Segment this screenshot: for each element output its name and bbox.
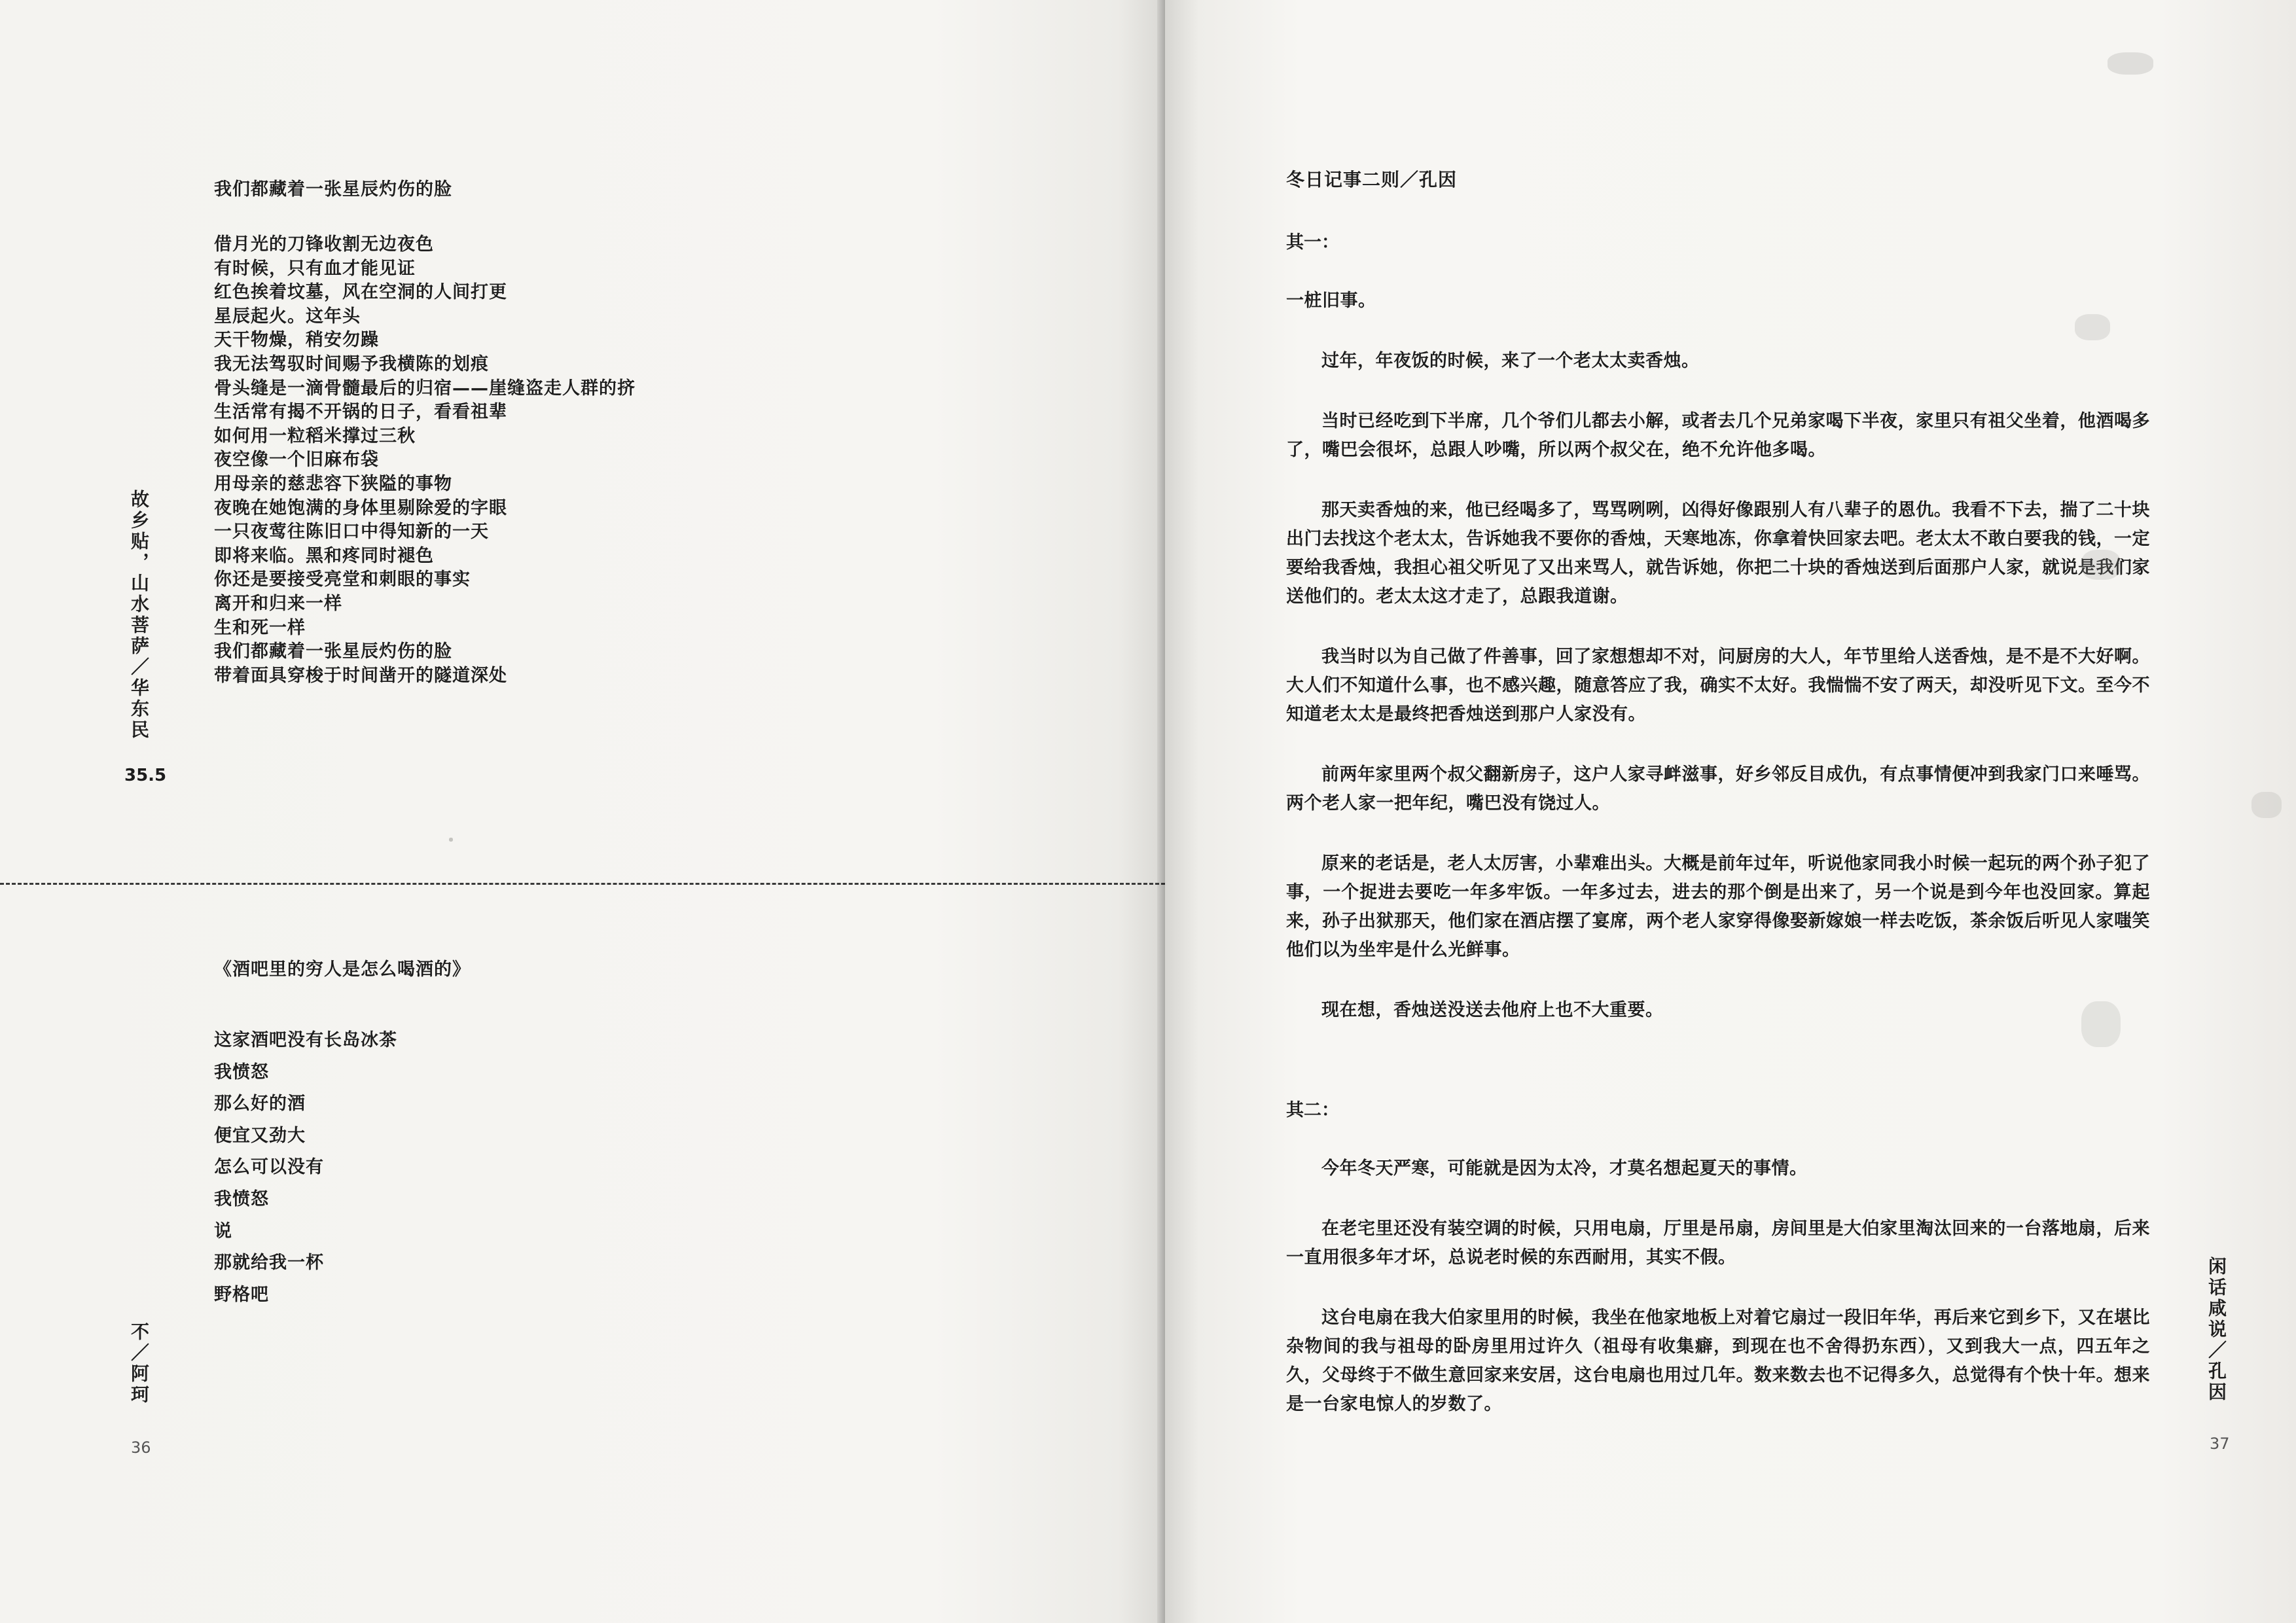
poem-1 bbox=[214, 175, 711, 688]
poem-2-title: 《酒吧里的穷人是怎么喝酒的》 bbox=[214, 959, 471, 980]
poem-line: 用母亲的慈悲容下狭隘的事物 bbox=[214, 473, 452, 494]
poem-2 bbox=[214, 957, 711, 1311]
page-number-left: 36 bbox=[131, 1438, 151, 1457]
essay-paragraph: 现在想，香烛送没送去他府上也不大重要。 bbox=[1321, 1000, 1664, 1020]
poem-line: 借月光的刀锋收割无边夜色 bbox=[214, 234, 434, 255]
essay-title: 冬日记事二则／孔因 bbox=[1286, 169, 1458, 190]
poem-line: 我无法驾驭时间赐予我横陈的划痕 bbox=[214, 353, 489, 374]
poem-line: 带着面具穿梭于时间凿开的隧道深处 bbox=[214, 665, 507, 686]
poem-line: 我们都藏着一张星辰灼伤的脸 bbox=[214, 641, 452, 662]
paper-speck bbox=[2081, 1001, 2121, 1047]
poem-line: 生和死一样 bbox=[214, 617, 306, 638]
poem-line: 即将来临。黑和疼同时褪色 bbox=[214, 545, 434, 566]
right-author-vertical: 闲话咸说／孔因 bbox=[2206, 1257, 2227, 1403]
poem-1-title: 我们都藏着一张星辰灼伤的脸 bbox=[214, 179, 452, 200]
poem-line: 那就给我一杯 bbox=[214, 1253, 324, 1274]
part-gap bbox=[1286, 1025, 2150, 1064]
essay-paragraph: 这台电扇在我大伯家里用的时候，我坐在他家地板上对着它扇过一段旧年华，再后来它到乡下，又在堪比杂物间的我与祖母的卧房里用过许久（祖母有收集癖，到现在也不舍得扔东西），又到我大一点，四五年之久，父母终于不做生意回家来安居，这台电扇也用过几年。数来数去也不记得多久，总觉得有个快十年。想来是一台家电惊人的岁数了。 bbox=[1286, 1308, 2150, 1414]
poem-line: 那么好的酒 bbox=[214, 1094, 306, 1115]
poem-line: 天干物燥，稍安勿躁 bbox=[214, 330, 379, 351]
essay-paragraph: 原来的老话是，老人太厉害，小辈难出头。大概是前年过年，听说他家同我小时候一起玩的两个孙子犯了事，一个捉进去要吃一年多牢饭。一年多过去，进去的那个倒是出来了，另一个说是到今年也没回家。算起来，孙子出狱那天，他们家在酒店摆了宴席，两个老人家穿得像娶新嫁娘一样去吃饭，茶余饭后听见人家嗤笑他们以为坐牢是什么光鲜事。 bbox=[1286, 853, 2150, 960]
poem-line: 怎么可以没有 bbox=[214, 1157, 324, 1178]
poem-1-number: 35.5 bbox=[124, 766, 167, 785]
poem-line: 野格吧 bbox=[214, 1284, 269, 1305]
poem-line: 便宜又劲大 bbox=[214, 1125, 306, 1146]
poem-line: 你还是要接受亮堂和刺眼的事实 bbox=[214, 569, 471, 590]
poem-line: 生活常有揭不开锅的日子，看看祖辈 bbox=[214, 402, 507, 423]
poem-1-author-vertical: 故乡贴，山水菩萨／华东民 bbox=[128, 490, 150, 741]
poem-2-author-vertical: 不／阿珂 bbox=[128, 1322, 150, 1406]
paper-speck bbox=[2075, 314, 2110, 340]
poem-line: 我愤怒 bbox=[214, 1061, 269, 1082]
poem-line: 星辰起火。这年头 bbox=[214, 306, 361, 327]
essay-paragraph: 在老宅里还没有装空调的时候，只用电扇，厅里是吊扇，房间里是大伯家里淘汰回来的一台落地扇，后来一直用很多年才坏，总说老时候的东西耐用，其实不假。 bbox=[1286, 1219, 2150, 1268]
poem-line: 骨头缝是一滴骨髓最后的归宿——崖缝盗走人群的挤 bbox=[214, 378, 636, 399]
essay-paragraph: 前两年家里两个叔父翻新房子，这户人家寻衅滋事，好乡邻反目成仇，有点事情便冲到我家门口来唾骂。两个老人家一把年纪，嘴巴没有饶过人。 bbox=[1286, 764, 2150, 813]
poem-line: 一只夜莺往陈旧口中得知新的一天 bbox=[214, 522, 489, 543]
part-1-heading: 其一： bbox=[1286, 232, 1339, 253]
part-2-heading: 其二： bbox=[1286, 1100, 1339, 1120]
poem-line: 红色挨着坟墓，风在空洞的人间打更 bbox=[214, 282, 507, 303]
poem-line: 有时候，只有血才能见证 bbox=[214, 258, 416, 279]
essay-paragraph: 那天卖香烛的来，他已经喝多了，骂骂咧咧，凶得好像跟别人有八辈子的恩仇。我看不下去，揣了二十块出门去找这个老太太，告诉她我不要你的香烛，天寒地冻，你拿着快回家去吧。老太太不敢白要我的钱，一定要给我香烛，我担心祖父听见了又出来骂人，就告诉她，你把二十块的香烛送到后面那户人家，就说是我们家送他们的。老太太这才走了，总跟我道谢。 bbox=[1286, 500, 2150, 607]
poem-line: 这家酒吧没有长岛冰茶 bbox=[214, 1030, 397, 1050]
paper-speck bbox=[2081, 550, 2121, 580]
essay-paragraph: 过年，年夜饭的时候，来了一个老太太卖香烛。 bbox=[1321, 351, 1700, 371]
poem-line: 夜空像一个旧麻布袋 bbox=[214, 450, 379, 471]
essay-paragraph: 当时已经吃到下半席，几个爷们儿都去小解，或者去几个兄弟家喝下半夜，家里只有祖父坐着，他酒喝多了，嘴巴会很坏，总跟人吵嘴，所以两个叔父在，绝不允许他多喝。 bbox=[1286, 411, 2150, 460]
essay-paragraph: 我当时以为自己做了件善事，回了家想想却不对，问厨房的大人，年节里给人送香烛，是不是不大好啊。大人们不知道什么事，也不感兴趣，随意答应了我，确实不太好。我惴惴不安了两天，却没听见下文。至今不知道老太太是最终把香烛送到那户人家没有。 bbox=[1286, 647, 2150, 724]
essay-paragraph: 今年冬天严寒，可能就是因为太冷，才莫名想起夏天的事情。 bbox=[1321, 1158, 1808, 1179]
poem-line: 说 bbox=[214, 1221, 232, 1241]
poem-line: 离开和归来一样 bbox=[214, 593, 342, 614]
poem-line: 如何用一粒稻米撑过三秋 bbox=[214, 425, 416, 446]
essay bbox=[1286, 164, 2150, 1419]
poem-1-lines bbox=[214, 233, 711, 688]
section-divider bbox=[0, 883, 1165, 885]
paper-speck bbox=[2251, 792, 2282, 818]
page-number-right: 37 bbox=[2210, 1435, 2230, 1453]
poem-2-lines bbox=[214, 1025, 711, 1311]
paper-speck bbox=[449, 838, 453, 842]
poem-line: 夜晚在她饱满的身体里剔除爱的字眼 bbox=[214, 497, 507, 518]
essay-paragraph: 一桩旧事。 bbox=[1286, 291, 1376, 311]
paper-speck bbox=[2108, 52, 2153, 75]
right-page bbox=[1165, 0, 2296, 1623]
poem-line: 我愤怒 bbox=[214, 1188, 269, 1209]
